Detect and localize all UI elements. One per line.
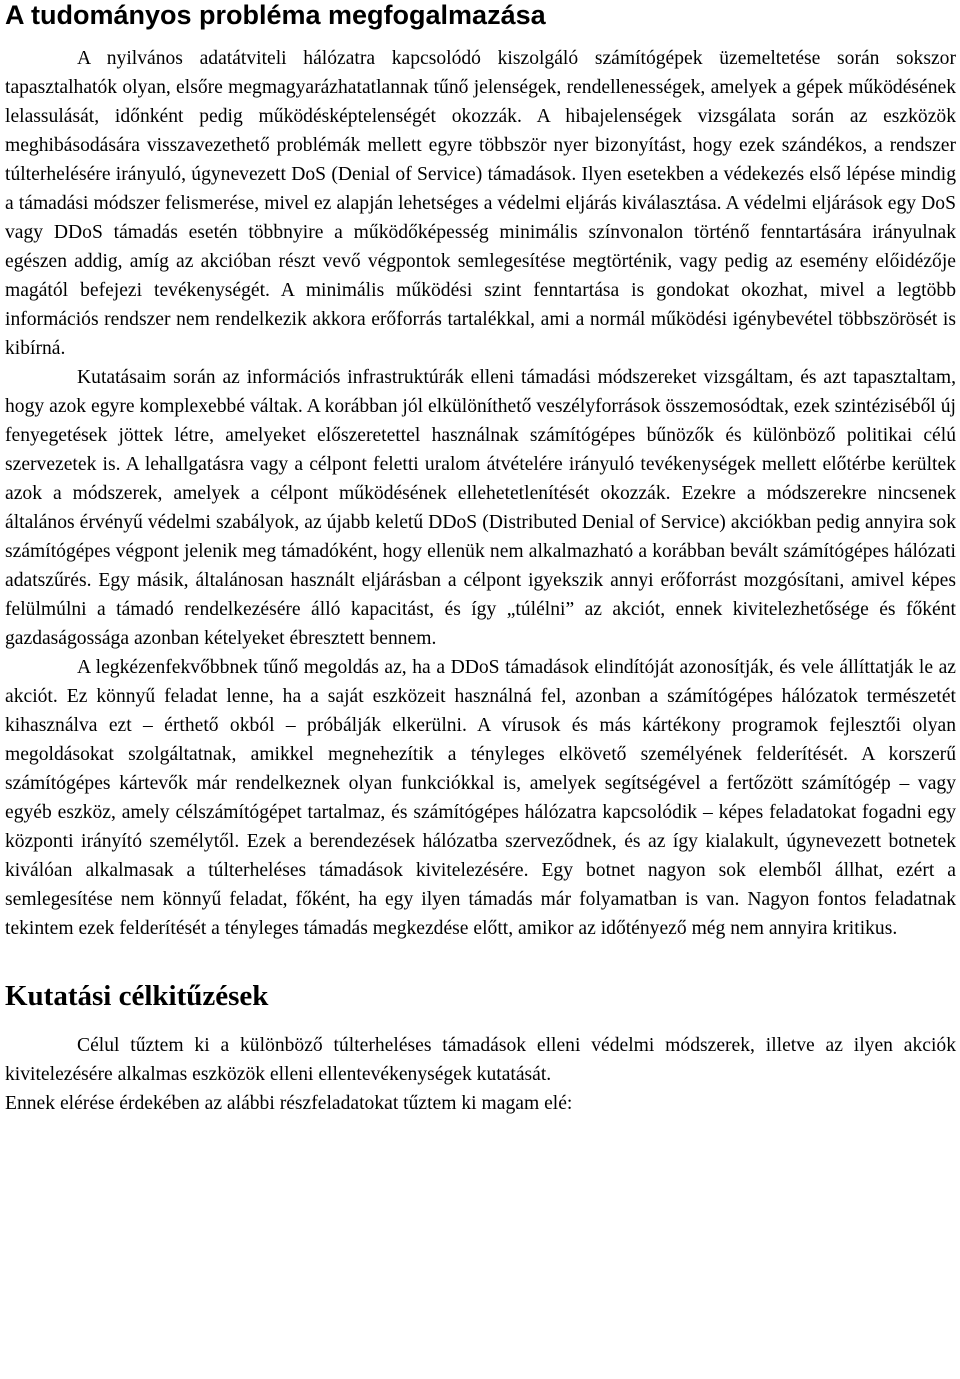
- section-heading-goals-wrapper: [5, 979, 956, 1013]
- section-heading-goals: Kutatási célkitűzések: [5, 980, 269, 1012]
- paragraph-2: Kutatásaim során az információs infrastruktúrák elleni támadási módszereket vizsgáltam, és azt tapasztaltam, hogy azok egyre komplexebbé váltak. A korábban jól elkülöníthető veszélyforrások összemosódtak, ezek szintéziséből új fenyegetések jöttek létre, amelyeket előszeretettel használnak számítógépes bűnözők és különböző politikai célú szervezetek is. A lehallgatásra vagy a célpont feletti uralom átvételére irányuló tevékenységek mellett előtérbe kerültek azok a módszerek, amelyek a célpont működésének ellehetetlenítését okozzák. Ezekre a módszerekre nincsenek általános érvényű védelmi szabályok, az újabb keletű DDoS (Distributed Denial of Service) akciókban pedig annyira sok számítógépes végpont jelenik meg támadóként, hogy ellenük nem alkalmazható a korábban bevált számítógépes hálózati adatszűrés. Egy másik, általánosan használt eljárásban a célpont igyekszik annyi erőforrást mozgósítani, amivel képes felülmúlni a támadó rendelkezésére álló kapacitást, és így „túlélni” az akciót, ennek kivitelezhetősége és főként gazdaságossága azonban kételyeket ébresztett bennem.: [5, 367, 956, 649]
- paragraph-goals-1: Célul tűztem ki a különböző túlterheléses támadások elleni védelmi módszerek, illetve az ilyen akciók kivitelezésére alkalmas eszközök elleni ellentevékenységek kutatását.: [5, 1035, 956, 1085]
- paragraph-1: A nyilvános adatátviteli hálózatra kapcsolódó kiszolgáló számítógépek üzemeltetése során sokszor tapasztalhatók olyan, elsőre megmagyarázhatatlannak tűnő jelenségek, rendellenességek, amelyek a gépek működésének lelassulását, időnként pedig működésképtelenségét okozzák. A hibajelenségek vizsgálata során az eszközök meghibásodására visszavezethető problémák mellett egyre többször nyer bizonyítást, hogy ezek szándékos, a rendszer túlterhelésére irányuló, úgynevezett DoS (Denial of Service) támadások. Ilyen esetekben a védekezés első lépése mindig a támadási módszer felismerése, mivel ez alapján lehetséges a védelmi eljárás kiválasztása. A védelmi eljárások egy DoS vagy DDoS támadás esetén többnyire a működőképesség minimális színvonalon történő fenntartására irányulnak egészen addig, amíg az akcióban részt vevő végpontok semlegesítése megtörténik, vagy pedig az esemény előidézője magától befejezi tevékenységét. A minimális működési szint fenntartása is gondokat okozhat, mivel a legtöbb információs rendszer nem rendelkezik akkora erőforrás tartalékkal, ami a normál működési igénybevétel többszörösét is kibírná.: [5, 48, 956, 359]
- paragraph-goals-2: Ennek elérése érdekében az alábbi részfeladatokat tűztem ki magam elé:: [5, 1093, 573, 1114]
- section-heading-problem: A tudományos probléma megfogalmazása: [5, 0, 546, 30]
- paragraph-3: A legkézenfekvőbbnek tűnő megoldás az, ha a DDoS támadások elindítóját azonosítják, és vele állíttatják le az akciót. Ez könnyű feladat lenne, ha a saját eszközeit használná fel, azonban a számítógépes hálózatok természetét kihasználva ezt – érthető okból – próbálják elkerülni. A vírusok és más kártékony programok fejlesztői olyan megoldásokat szolgáltatnak, amikkel megnehezítik a tényleges elkövető személyének felderítését. A korszerű számítógépes kártevők már rendelkeznek olyan funkciókkal is, amelyek segítségével a fertőzött számítógép – vagy egyéb eszköz, amely célszámítógépet tartalmaz, és számítógépes hálózatra kapcsolódik – képes feladatokat fogadni egy központi irányító személytől. Ezek a berendezések hálózatba szerveződnek, és az így kialakult, úgynevezett botnetek kiválóan alkalmasak a túlterheléses támadások kivitelezésére. Egy botnet nagyon sok elemből állhat, ezért a semlegesítése nem könnyű feladat, főként, ha egy ilyen támadás már folyamatban is van. Nagyon fontos feladatnak tekintem ezek felderítését a tényleges támadás megkezdése előtt, amikor az időtényező még nem annyira kritikus.: [5, 657, 956, 939]
